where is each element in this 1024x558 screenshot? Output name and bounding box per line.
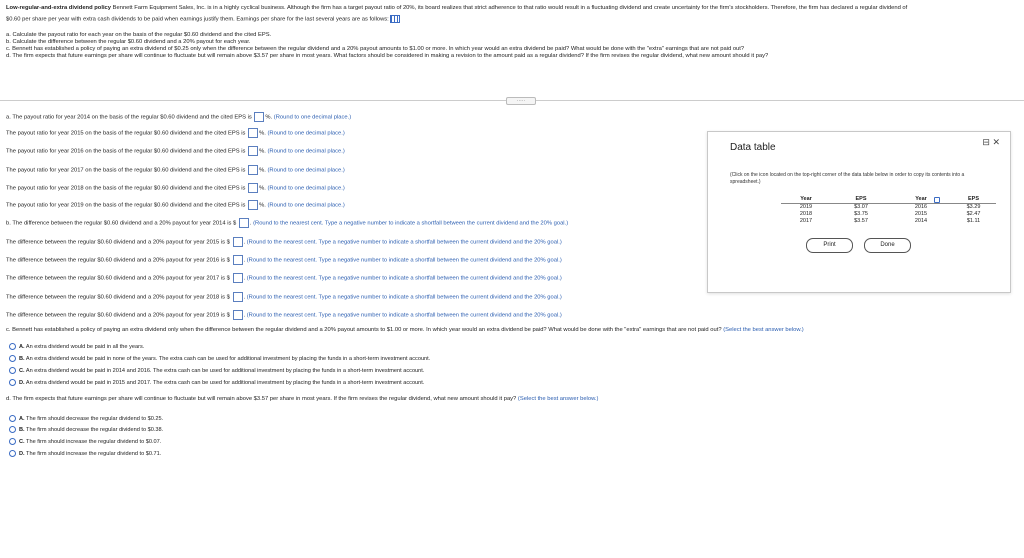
option-text: An extra dividend would be paid in 2014 and 2016. The extra cash can be used for additional investment by placing the funds in a short-term investment account. [25,367,425,374]
eps-table [781,196,996,225]
minimize-icon[interactable]: ⊟ [982,137,990,147]
radio-button[interactable] [9,415,16,422]
intro-line2-wrap [6,15,400,23]
option-letter: C. [19,367,25,374]
part-b-hint: (Round to the nearest cent. Type a negative number to indicate a shortfall between the current dividend and the 20% goal.) [246,239,562,246]
part-c-option[interactable] [9,355,430,362]
option-text: An extra dividend would be paid in 2015 and 2017. The extra cash can be used for additional investment by placing the funds in a short-term investment account. [25,379,425,386]
part-b-row: The difference between the regular $0.60 dividend and a 20% payout for year 2019 is $ . (Round to the nearest cent. Type a negative number to indicate a shortfall between the current dividend and the 20% goal.) [6,310,562,320]
close-icon[interactable]: ✕ [992,137,1000,147]
part-a-prefix: The payout ratio for year 2019 on the basis of the regular $0.60 dividend and the cited EPS is [6,202,246,209]
problem-title: Low-regular-and-extra dividend policy [6,5,112,11]
part-c-question: c. Bennett has established a policy of paying an extra dividend only when the difference between the regular dividend and a 20% payout amounts to $1.00 or more. In which year would an extra dividend be paid? What would be done with the "extra" earnings that are not paid out? [6,327,722,333]
part-d-option[interactable] [9,426,163,433]
task-b: b. Calculate the difference between the regular $0.60 dividend and a 20% payout for each year. [6,39,251,45]
part-a-suffix: %. [259,202,266,209]
part-a-prefix: The payout ratio for year 2016 on the basis of the regular $0.60 dividend and the cited EPS is [6,148,246,155]
part-a-prefix: The payout ratio for year 2018 on the basis of the regular $0.60 dividend and the cited EPS is [6,185,246,192]
option-text: An extra dividend would be paid in none of the years. The extra cash can be used for additional investment by placing the funds in a short-term investment account. [25,355,431,362]
table-cell: $3.57 [854,218,868,224]
part-c-question-row [6,327,1018,333]
option-letter: B. [19,426,25,433]
part-b-hint: (Round to the nearest cent. Type a negative number to indicate a shortfall between the current dividend and the 20% goal.) [246,312,562,319]
copy-to-spreadsheet-icon[interactable] [934,197,940,203]
part-b-prefix: The difference between the regular $0.60 dividend and a 20% payout for year 2017 is $ [6,275,230,282]
part-b-hint: (Round to the nearest cent. Type a negative number to indicate a shortfall between the current dividend and the 20% goal.) [246,294,562,301]
part-c-hint: (Select the best answer below.) [723,327,804,333]
table-header-row [781,196,996,204]
part-a-row [6,146,345,156]
part-a-prefix: a. The payout ratio for year 2014 on the basis of the regular $0.60 dividend and the cited EPS is [6,114,252,121]
column-header: EPS [831,196,891,204]
part-a-hint: (Round to one decimal place.) [267,202,345,209]
part-b-hint: (Round to the nearest cent. Type a negative number to indicate a shortfall between the current dividend and the 20% goal.) [246,275,562,282]
part-a-prefix: The payout ratio for year 2017 on the basis of the regular $0.60 dividend and the cited EPS is [6,167,246,174]
table-row [781,218,996,225]
part-b-row: b. The difference between the regular $0.60 dividend and a 20% payout for year 2014 is $ . (Round to the nearest cent. Type a negative number to indicate a shortfall between the current dividend and the 20% goal.) [6,218,568,228]
option-letter: D. [19,379,25,386]
part-d-question: d. The firm expects that future earnings per share will continue to fluctuate but will remain above $3.57 per share in most years. If the firm revises the regular dividend, what new amount should it pay? [6,396,517,402]
part-b-prefix: The difference between the regular $0.60 dividend and a 20% payout for year 2015 is $ [6,239,230,246]
part-a-row [6,128,345,138]
problem-intro [6,5,1018,11]
part-d-option[interactable] [9,438,161,445]
dialog-note: (Click on the icon located on the top-right corner of the data table below in order to copy its contents into a spreadsheet.) [730,172,965,185]
table-cell: 2017 [799,218,813,224]
column-header: Year [781,196,831,204]
part-a-suffix: %. [259,167,266,174]
print-button[interactable]: Print [806,238,853,253]
divider-handle[interactable]: ····· [506,97,536,105]
difference-2015-input[interactable] [233,237,243,247]
option-text: The firm should increase the regular dividend to $0.71. [26,450,162,457]
part-a-prefix: The payout ratio for year 2015 on the basis of the regular $0.60 dividend and the cited EPS is [6,130,246,137]
column-header: Year [891,196,951,204]
part-b-prefix: The difference between the regular $0.60 dividend and a 20% payout for year 2016 is $ [6,257,230,264]
part-a-suffix: %. [259,130,266,137]
table-cell: 2016 [914,204,928,210]
part-c-option[interactable] [9,379,424,386]
task-c: c. Bennett has established a policy of paying an extra dividend of $0.25 only when the difference between the regular dividend and a 20% payout amounts to $1.00 or more. In which year would an extra dividend be paid? What would be done with the "extra" earnings that are not paid out? [6,46,745,52]
payout-ratio-2017-input[interactable] [248,165,258,175]
part-d-hint: (Select the best answer below.) [517,396,599,402]
data-table-dialog [707,131,1011,293]
data-table-icon[interactable] [390,15,400,23]
part-d-option[interactable] [9,450,161,457]
difference-2016-input[interactable] [233,255,243,265]
part-c-option[interactable] [9,367,424,374]
table-cell: 2015 [914,211,928,217]
option-letter: A. [19,415,25,422]
difference-2014-input[interactable] [239,218,249,228]
table-cell: 2018 [799,211,813,217]
part-b-row: The difference between the regular $0.60 dividend and a 20% payout for year 2015 is $ . (Round to the nearest cent. Type a negative number to indicate a shortfall between the current dividend and the 20% goal.) [6,237,562,247]
intro-line1: Bennett Farm Equipment Sales, Inc. is in a highly cyclical business. Although the firm has a target payout ratio of 20%, its board realizes that strict adherence to that ratio would result in a fluctuating dividend and create uncertainty for the firm's stockholders. Therefore, the firm has declared a regular dividend of [112,5,908,11]
part-b-row: The difference between the regular $0.60 dividend and a 20% payout for year 2016 is $ . (Round to the nearest cent. Type a negative number to indicate a shortfall between the current dividend and the 20% goal.) [6,255,562,265]
task-a: a. Calculate the payout ratio for each year on the basis of the regular $0.60 dividend and the cited EPS. [6,32,272,38]
part-d-option[interactable] [9,415,163,422]
part-b-row: The difference between the regular $0.60 dividend and a 20% payout for year 2017 is $ . (Round to the nearest cent. Type a negative number to indicate a shortfall between the current dividend and the 20% goal.) [6,273,562,283]
radio-button[interactable] [9,367,16,374]
part-a-suffix: %. [259,148,266,155]
option-text: The firm should decrease the regular dividend to $0.25. [26,415,164,422]
part-d-question-row [6,396,598,402]
window-controls [982,137,1000,148]
radio-button[interactable] [9,343,16,350]
table-cell: 2014 [914,218,928,224]
option-text: An extra dividend would be paid in all the years. [25,343,145,350]
part-a-hint: (Round to one decimal place.) [273,114,352,121]
table-cell: $3.29 [966,204,981,210]
task-d: d. The firm expects that future earnings per share will continue to fluctuate but will remain above $3.57 per share in most years. What factors should be considered in making a revision to the amount paid as a regular dividend? If the firm revises the regular dividend, what new amount should it pay? [6,53,769,59]
part-b-prefix: The difference between the regular $0.60 dividend and a 20% payout for year 2018 is $ [6,294,230,301]
difference-2017-input[interactable] [233,273,243,283]
part-a-suffix: %. [265,114,273,121]
payout-ratio-2018-input[interactable] [248,183,258,193]
radio-button[interactable] [9,355,16,362]
table-cell: $1.11 [966,218,981,224]
option-letter: C. [19,438,25,445]
option-text: The firm should increase the regular dividend to $0.07. [26,438,162,445]
radio-button[interactable] [9,438,16,445]
part-b-prefix: b. The difference between the regular $0.60 dividend and a 20% payout for year 2014 is $ [6,220,237,227]
part-b-prefix: The difference between the regular $0.60 dividend and a 20% payout for year 2019 is $ [6,312,230,319]
table-cell: $3.07 [854,204,868,210]
part-a-row [6,165,345,175]
part-a-hint: (Round to one decimal place.) [267,167,345,174]
table-cell: $2.47 [966,211,981,217]
payout-ratio-2019-input[interactable] [248,200,258,210]
difference-2019-input[interactable] [233,310,243,320]
payout-ratio-2015-input[interactable] [248,128,258,138]
part-a-hint: (Round to one decimal place.) [267,130,345,137]
option-letter: D. [19,450,25,457]
option-letter: A. [19,343,25,350]
part-a-row [6,200,345,210]
table-row [781,204,996,212]
done-button[interactable]: Done [864,238,911,253]
option-letter: B. [19,355,25,362]
column-header: EPS [951,196,996,204]
part-b-row: The difference between the regular $0.60 dividend and a 20% payout for year 2018 is $ . (Round to the nearest cent. Type a negative number to indicate a shortfall between the current dividend and the 20% goal.) [6,292,562,302]
part-c-option[interactable] [9,343,144,350]
dialog-title: Data table [730,142,776,153]
payout-ratio-2016-input[interactable] [248,146,258,156]
radio-button[interactable] [9,379,16,386]
intro-line2: $0.60 per share per year with extra cash dividends to be paid when earnings justify them. Earnings per share for the last several years are as follows: [6,16,389,23]
part-b-hint: (Round to the nearest cent. Type a negative number to indicate a shortfall between the current dividend and the 20% goal.) [246,257,562,264]
radio-button[interactable] [9,426,16,433]
option-text: The firm should decrease the regular dividend to $0.38. [26,426,164,433]
table-cell: $3.75 [854,211,868,217]
part-a-row [6,112,351,122]
radio-button[interactable] [9,450,16,457]
part-a-hint: (Round to one decimal place.) [267,185,345,192]
part-a-row [6,183,345,193]
part-b-hint: (Round to the nearest cent. Type a negative number to indicate a shortfall between the current dividend and the 20% goal.) [253,220,569,227]
part-a-hint: (Round to one decimal place.) [267,148,345,155]
table-row [781,211,996,218]
difference-2018-input[interactable] [233,292,243,302]
payout-ratio-2014-input[interactable] [254,112,264,122]
part-a-suffix: %. [259,185,266,192]
table-cell: 2019 [799,204,813,210]
